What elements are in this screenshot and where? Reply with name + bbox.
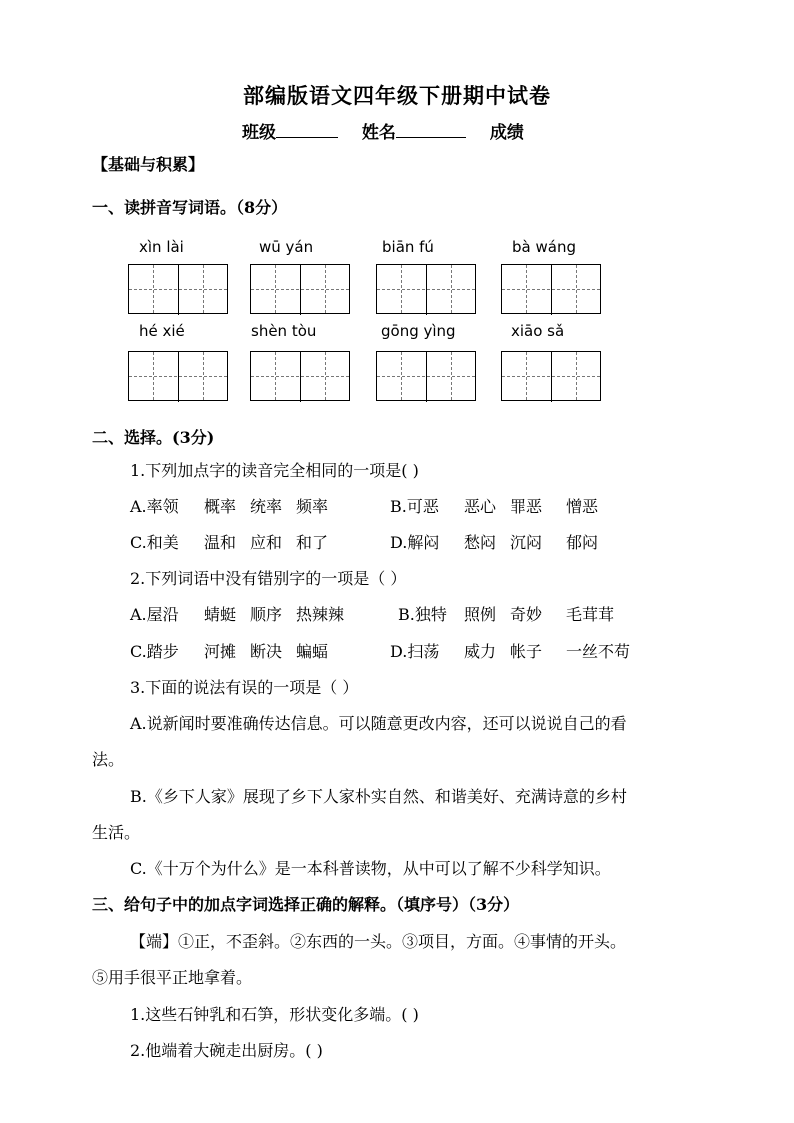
name-label: 姓名 xyxy=(361,123,396,143)
option-text: C.和美 xyxy=(130,533,179,552)
pinyin-5: hé xié xyxy=(139,322,185,340)
option-text: 蝙蝠 xyxy=(296,642,329,661)
page-title: 部编版语文四年级下册期中试卷 xyxy=(243,83,551,108)
option-text: 温和 xyxy=(204,533,237,552)
class-blank[interactable] xyxy=(276,119,338,138)
q2-item1-stem: 1.下列加点字的读音完全相同的一项是( ) xyxy=(130,461,419,480)
pinyin-1: xìn lài xyxy=(139,238,184,256)
q2-item3-option-b-line2: 生活。 xyxy=(92,823,141,842)
q3-item2: 2.他端着大碗走出厨房。( ) xyxy=(130,1041,323,1060)
writing-grid-3[interactable] xyxy=(376,264,476,314)
option-text: 奇妙 xyxy=(510,605,543,624)
pinyin-7: gōng yìng xyxy=(381,322,456,340)
option-text: 统率 xyxy=(250,497,283,516)
section-header: 【基础与积累】 xyxy=(92,155,205,174)
option-text: 概率 xyxy=(204,497,237,516)
option-text: 和了 xyxy=(296,533,329,552)
q3-heading: 三、给句子中的加点字词选择正确的解释。（填序号）（3分） xyxy=(92,895,520,914)
q2-item3-option-b-line1: B.《乡下人家》展现了乡下人家朴实自然、和谐美好、充满诗意的乡村 xyxy=(130,787,627,806)
option-text: 愁闷 xyxy=(464,533,497,552)
pinyin-8: xiāo sǎ xyxy=(511,322,565,340)
option-text: 河摊 xyxy=(204,642,237,661)
q2-item1-options-ab xyxy=(130,494,598,517)
writing-grid-1[interactable] xyxy=(128,264,228,314)
pinyin-4: bà wáng xyxy=(512,238,576,256)
option-text: 频率 xyxy=(296,497,329,516)
option-text: A.屋沿 xyxy=(130,605,179,624)
option-text: 一丝不苟 xyxy=(566,642,631,661)
q3-item1: 1.这些石钟乳和石笋，形状变化多端。( ) xyxy=(130,1005,419,1024)
option-text: 热辣辣 xyxy=(296,605,345,624)
option-text: 憎恶 xyxy=(566,497,599,516)
option-text: D.解闷 xyxy=(390,533,440,552)
option-text: C.踏步 xyxy=(130,642,179,661)
q2-item2-options-cd xyxy=(130,639,630,662)
pinyin-6: shèn tòu xyxy=(251,322,317,340)
q2-heading: 二、选择。(3分) xyxy=(92,428,215,447)
option-text: 蜻蜓 xyxy=(204,605,237,624)
option-text: 应和 xyxy=(250,533,283,552)
option-text: 沉闷 xyxy=(510,533,543,552)
writing-grid-6[interactable] xyxy=(250,351,350,401)
student-info-line xyxy=(242,118,524,143)
q2-item3-stem: 3.下面的说法有误的一项是（ ） xyxy=(130,678,359,697)
writing-grid-4[interactable] xyxy=(501,264,601,314)
q2-item1-options-cd xyxy=(130,530,598,553)
class-label: 班级 xyxy=(242,123,276,143)
score-label: 成绩 xyxy=(489,123,524,143)
option-text: 毛茸茸 xyxy=(566,605,615,624)
pinyin-3: biān fú xyxy=(382,238,434,256)
pinyin-2: wū yán xyxy=(259,238,314,256)
option-text: 断决 xyxy=(250,642,283,661)
option-text: B.可恶 xyxy=(390,497,439,516)
q1-heading: 一、读拼音写词语。（8分） xyxy=(92,198,288,217)
q2-item2-options-ab xyxy=(130,602,614,625)
q2-item2-stem: 2.下列词语中没有错别字的一项是（ ） xyxy=(130,569,407,588)
q2-item3-option-c: C.《十万个为什么》是一本科普读物，从中可以了解不少科学知识。 xyxy=(130,859,611,878)
q3-definitions-line2: ⑤用手很平正地拿着。 xyxy=(92,968,253,987)
writing-grid-7[interactable] xyxy=(376,351,476,401)
option-text: A.率领 xyxy=(130,497,179,516)
option-text: B.独特 xyxy=(398,605,447,624)
name-blank[interactable] xyxy=(396,119,466,138)
q2-item3-option-a-line2: 法。 xyxy=(92,750,125,769)
option-text: 帐子 xyxy=(510,642,543,661)
option-text: 恶心 xyxy=(464,497,497,516)
q3-definitions-line1: 【端】①正，不歪斜。②东西的一头。③项目，方面。④事情的开头。 xyxy=(130,932,627,951)
option-text: D.扫荡 xyxy=(390,642,440,661)
option-text: 郁闷 xyxy=(566,533,599,552)
writing-grid-2[interactable] xyxy=(250,264,350,314)
writing-grid-8[interactable] xyxy=(501,351,601,401)
writing-grid-5[interactable] xyxy=(128,351,228,401)
option-text: 罪恶 xyxy=(510,497,543,516)
option-text: 照例 xyxy=(464,605,497,624)
option-text: 威力 xyxy=(464,642,497,661)
option-text: 顺序 xyxy=(250,605,283,624)
q2-item3-option-a-line1: A.说新闻时要准确传达信息。可以随意更改内容，还可以说说自己的看 xyxy=(130,714,627,733)
